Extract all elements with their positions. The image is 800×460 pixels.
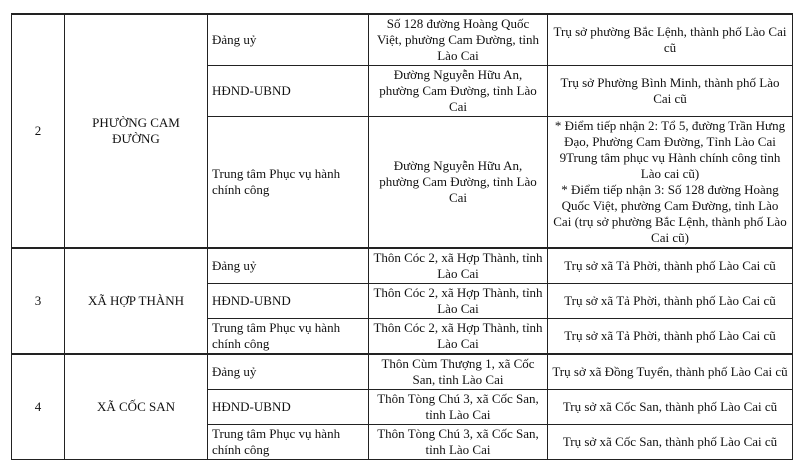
ward-name-cell: XÃ CỐC SAN — [65, 354, 208, 460]
table-row — [12, 14, 793, 66]
new-address-cell: Thôn Cóc 2, xã Hợp Thành, tỉnh Lào Cai — [369, 319, 548, 355]
old-address-cell: Trụ sở xã Cốc San, thành phố Lào Cai cũ — [548, 425, 793, 460]
unit-cell: HĐND-UBND — [208, 390, 369, 425]
unit-cell: HĐND-UBND — [208, 66, 369, 117]
stt-cell: 3 — [12, 248, 65, 354]
new-address-cell: Thôn Cóc 2, xã Hợp Thành, tỉnh Lào Cai — [369, 284, 548, 319]
new-address-cell: Thôn Cóc 2, xã Hợp Thành, tỉnh Lào Cai — [369, 248, 548, 284]
new-address-cell: Thôn Cùm Thượng 1, xã Cốc San, tỉnh Lào Cai — [369, 354, 548, 390]
table-row — [12, 354, 793, 390]
stt-cell: 4 — [12, 354, 65, 460]
new-address-cell: Đường Nguyễn Hữu An, phường Cam Đường, tỉnh Lào Cai — [369, 66, 548, 117]
old-address-cell: Trụ sở xã Tả Phời, thành phố Lào Cai cũ — [548, 319, 793, 355]
old-address-cell: Trụ sở xã Tả Phời, thành phố Lào Cai cũ — [548, 284, 793, 319]
old-address-cell — [548, 117, 793, 249]
unit-cell: Đảng uỷ — [208, 248, 369, 284]
new-address-cell: Số 128 đường Hoàng Quốc Việt, phường Cam Đường, tỉnh Lào Cai — [369, 14, 548, 66]
new-address-cell: Thôn Tòng Chú 3, xã Cốc San, tỉnh Lào Cai — [369, 390, 548, 425]
unit-cell: Trung tâm Phục vụ hành chính công — [208, 319, 369, 355]
ward-name-cell: XÃ HỢP THÀNH — [65, 248, 208, 354]
old-address-cell: Trụ sở phường Bắc Lệnh, thành phố Lào Cai cũ — [548, 14, 793, 66]
stt-cell: 2 — [12, 14, 65, 248]
old-address-cell: Trụ sở Phường Bình Minh, thành phố Lào Cai cũ — [548, 66, 793, 117]
unit-cell: Trung tâm Phục vụ hành chính công — [208, 117, 369, 249]
unit-cell: Trung tâm Phục vụ hành chính công — [208, 425, 369, 460]
reception-point-2: * Điểm tiếp nhận 2: Tổ 5, đường Trần Hưng Đạo, Phường Cam Đường, Tỉnh Lào Cai 9Trung tâm phục vụ Hành chính công tỉnh Lào cai cũ) — [554, 118, 786, 181]
new-address-cell: Thôn Tòng Chú 3, xã Cốc San, tỉnh Lào Cai — [369, 425, 548, 460]
old-address-cell: Trụ sở xã Cốc San, thành phố Lào Cai cũ — [548, 390, 793, 425]
unit-cell: Đảng uỷ — [208, 14, 369, 66]
unit-cell: Đảng uỷ — [208, 354, 369, 390]
reception-point-3: * Điểm tiếp nhận 3: Số 128 đường Hoàng Quốc Việt, phường Cam Đường, tỉnh Lào Cai (trụ sở phường Bắc Lệnh, thành phố Lào Cai cũ) — [553, 182, 787, 245]
address-table — [11, 13, 793, 460]
old-address-cell: Trụ sở xã Đồng Tuyển, thành phố Lào Cai cũ — [548, 354, 793, 390]
new-address-cell: Đường Nguyễn Hữu An, phường Cam Đường, tỉnh Lào Cai — [369, 117, 548, 249]
unit-cell: HĐND-UBND — [208, 284, 369, 319]
table-row — [12, 248, 793, 284]
ward-name-cell: PHƯỜNG CAM ĐƯỜNG — [65, 14, 208, 248]
old-address-cell: Trụ sở xã Tả Phời, thành phố Lào Cai cũ — [548, 248, 793, 284]
